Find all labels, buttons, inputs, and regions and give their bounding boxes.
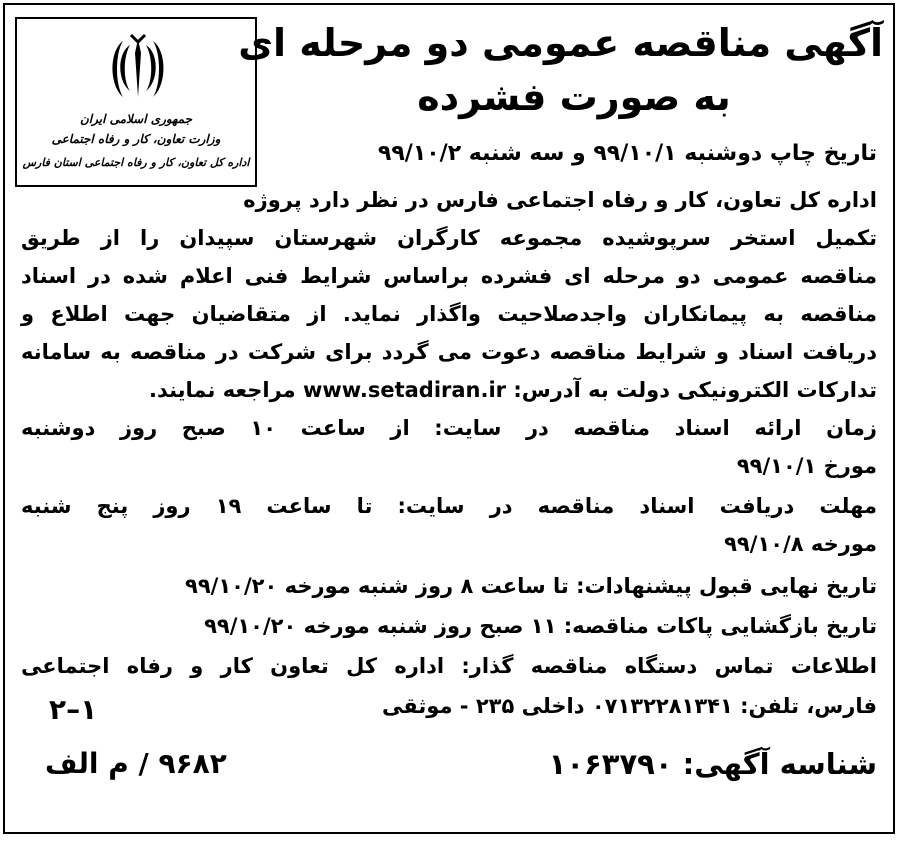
docs-deadline-line2: مورخه ۹۹/۱۰/۸	[724, 532, 877, 556]
emblem-org-line3: اداره کل تعاون، کار و رفاه اجتماعی استان فارس	[22, 156, 250, 169]
iran-emblem-icon	[103, 33, 173, 103]
edition-code: ۱–۲	[49, 693, 98, 726]
emblem-box	[15, 17, 257, 187]
tender-url: www.setadiran.ir	[303, 378, 507, 402]
docs-deadline-line1: مهلت دریافت اسناد مناقصه در سایت: تا ساعت ۱۹ روز پنج شنبه	[21, 494, 877, 518]
final-acceptance-date: تاریخ نهایی قبول پیشنهادات: تا ساعت ۸ روز شنبه مورخه ۹۹/۱۰/۲۰	[185, 574, 877, 598]
print-dates: تاریخ چاپ دوشنبه ۹۹/۱۰/۱ و سه شنبه ۹۹/۱۰/۲	[377, 141, 877, 166]
emblem-org-line1: جمهوری اسلامی ایران	[79, 112, 193, 126]
body-line3: مناقصه عمومی دو مرحله ای فشرده براساس شرایط فنی اعلام شده در اسناد	[21, 264, 877, 288]
body-line6-prefix: تدارکات الکترونیکی دولت به آدرس:	[513, 378, 877, 402]
emblem-org-line2: وزارت تعاون، کار و رفاه اجتماعی	[51, 132, 221, 146]
notice-id: شناسه آگهی: ۱۰۶۳۷۹۰	[548, 747, 877, 781]
body-line4: مناقصه به پیمانکاران واجدصلاحیت واگذار نماید. از متقاضیان جهت اطلاع و	[21, 302, 877, 326]
body-line1: اداره کل تعاون، کار و رفاه اجتماعی فارس در نظر دارد پروژه	[243, 188, 877, 212]
notice-title-line1: آگهی مناقصه عمومی دو مرحله ای	[238, 21, 883, 65]
docs-offer-line2: مورخ ۹۹/۱۰/۱	[736, 454, 877, 478]
body-line5: دریافت اسناد و شرایط مناقصه دعوت می گردد برای شرکت در مناقصه به سامانه	[21, 340, 877, 364]
notice-title-line2: به صورت فشرده	[417, 75, 731, 119]
tender-notice	[3, 3, 895, 834]
contact-line1: اطلاعات تماس دستگاه مناقصه گذار: اداره کل تعاون کار و رفاه اجتماعی	[21, 654, 877, 678]
opening-date: تاریخ بازگشایی پاکات مناقصه: ۱۱ صبح روز شنبه مورخه ۹۹/۱۰/۲۰	[204, 614, 877, 638]
reference-code: ۹۶۸۲ / م الف	[45, 747, 227, 780]
body-line6-suffix: مراجعه نمایند.	[148, 378, 296, 402]
body-line6	[149, 375, 877, 405]
docs-offer-line1: زمان ارائه اسناد مناقصه در سایت: از ساعت ۱۰ صبح روز دوشنبه	[21, 416, 877, 440]
body-line2: تکمیل استخر سرپوشیده مجموعه کارگران شهرستان سپیدان را از طریق	[21, 226, 877, 250]
contact-line2: فارس، تلفن: ۰۷۱۳۲۲۸۱۳۴۱ داخلی ۲۳۵ - موثقی	[382, 694, 877, 718]
